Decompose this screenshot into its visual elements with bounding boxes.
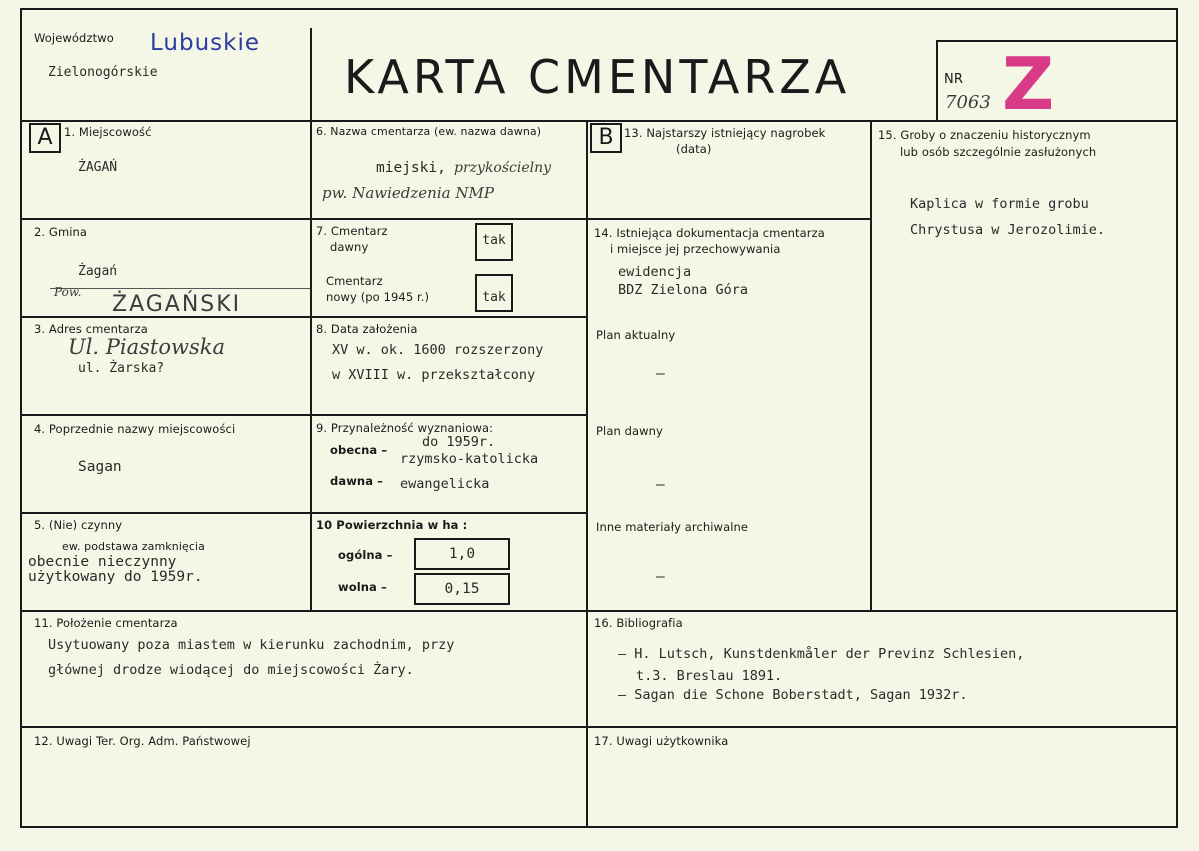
- field-7-label-cmentarz: Cmentarz: [326, 274, 383, 288]
- field-9-dawna-label: dawna –: [330, 474, 384, 488]
- voivodeship-label: Województwo: [34, 31, 114, 45]
- field-7-value-1: tak: [482, 233, 506, 248]
- field-6-value-2: pw. Nawiedzenia NMP: [322, 184, 494, 202]
- field-1-label: 1. Miejscowość: [64, 125, 152, 139]
- field-12-label: 12. Uwagi Ter. Org. Adm. Państwowej: [34, 734, 251, 748]
- field-2-value: Żagań: [78, 264, 118, 279]
- rule: [20, 414, 588, 416]
- field-2-label: 2. Gmina: [34, 225, 88, 239]
- field-13-label-2: (data): [676, 142, 712, 156]
- field-5-value-1: obecnie nieczynny: [28, 554, 177, 570]
- field-10-label: 10 Powierzchnia w ha :: [316, 518, 468, 532]
- rule: [20, 316, 588, 318]
- field-9-obecna-value-2: rzymsko-katolicka: [400, 451, 539, 467]
- section-b-marker: B: [590, 123, 622, 153]
- rule: [20, 512, 588, 514]
- field-3-value-handwritten: Ul. Piastowska: [68, 335, 225, 359]
- rule: [936, 40, 1178, 42]
- field-11-label: 11. Położenie cmentarza: [34, 616, 178, 630]
- field-15-value-1: Kaplica w formie grobu: [910, 196, 1089, 212]
- field-16-label: 16. Bibliografia: [594, 616, 683, 630]
- field-7-label-dawny: dawny: [330, 240, 369, 254]
- plan-old-label: Plan dawny: [596, 424, 663, 438]
- rule: [20, 610, 1178, 612]
- field-9-obecna-value-1: do 1959r.: [422, 434, 496, 450]
- plan-old-value: –: [656, 477, 665, 493]
- field-11-value-2: głównej drodze wiodącej do miejscowości Żary.: [48, 662, 414, 678]
- field-14-label: 14. Istniejąca dokumentacja cmentarza: [594, 226, 825, 240]
- field-8-value-2: w XVIII w. przekształcony: [332, 367, 536, 383]
- field-15-label: 15. Groby o znaczeniu historycznym: [878, 128, 1091, 142]
- voivodeship-old-value: Zielonogórskie: [48, 65, 158, 80]
- field-3-label: 3. Adres cmentarza: [34, 322, 148, 336]
- field-2-pow-value: ŻAGAŃSKI: [112, 292, 242, 317]
- rule: [20, 8, 1178, 10]
- rule: [870, 120, 872, 610]
- field-6-value-1b: przykościelny: [454, 160, 552, 176]
- nr-value: 7063: [945, 92, 991, 113]
- rule: [586, 218, 872, 220]
- field-3-value-typed: ul. Żarska?: [78, 361, 165, 376]
- field-5-value-2: użytkowany do 1959r.: [28, 569, 203, 585]
- field-8-label: 8. Data założenia: [316, 322, 418, 336]
- field-7-label-nowy: nowy (po 1945 r.): [326, 290, 430, 304]
- section-a-marker: A: [29, 123, 61, 153]
- field-7-label: 7. Cmentarz: [316, 224, 388, 238]
- field-16-value-1: – H. Lutsch, Kunstdenkmåler der Previnz Schlesien,: [618, 646, 1025, 662]
- field-7-value-1-box: [475, 223, 513, 261]
- plan-current-value: –: [656, 366, 665, 382]
- field-1-value: ŻAGAŃ: [78, 160, 118, 175]
- field-7-value-2: tak: [482, 290, 506, 305]
- field-15-value-2: Chrystusa w Jerozolimie.: [910, 222, 1106, 238]
- page-title: KARTA CMENTARZA: [344, 50, 851, 104]
- field-2-pow-label: Pow.: [54, 285, 82, 299]
- field-7-value-2-box: [475, 274, 513, 312]
- field-10-wolna-label: wolna –: [338, 580, 387, 594]
- field-14-value-1: ewidencja: [618, 264, 692, 280]
- rule: [310, 120, 312, 610]
- field-5-label: 5. (Nie) czynny: [34, 518, 123, 532]
- field-4-value: Sagan: [78, 459, 122, 475]
- voivodeship-value: Lubuskie: [150, 30, 261, 56]
- field-13-label: 13. Najstarszy istniejący nagrobek: [624, 126, 826, 140]
- field-9-obecna-label: obecna –: [330, 443, 388, 457]
- field-6-value-1: miejski,: [376, 160, 446, 176]
- field-4-label: 4. Poprzednie nazwy miejscowości: [34, 422, 236, 436]
- field-14-value-2: BDZ Zielona Góra: [618, 282, 749, 298]
- field-16-value-3: – Sagan die Schone Boberstadt, Sagan 1932r.: [618, 687, 968, 703]
- field-6-label: 6. Nazwa cmentarza (ew. nazwa dawna): [316, 125, 542, 138]
- field-10-ogolna-value: 1,0: [414, 538, 510, 570]
- rule: [936, 40, 938, 120]
- rule: [20, 218, 588, 220]
- rule: [310, 28, 312, 120]
- field-9-dawna-value: ewangelicka: [400, 476, 490, 492]
- rule: [1176, 8, 1178, 828]
- rule: [20, 726, 1178, 728]
- field-8-value-1: XV w. ok. 1600 rozszerzony: [332, 342, 544, 358]
- field-10-ogolna-label: ogólna –: [338, 548, 393, 562]
- field-11-value-1: Usytuowany poza miastem w kierunku zachodnim, przy: [48, 637, 455, 653]
- field-15-label-2: lub osób szczególnie zasłużonych: [900, 145, 1097, 159]
- field-14-label-2: i miejsce jej przechowywania: [610, 242, 781, 256]
- field-9-label: 9. Przynależność wyznaniowa:: [316, 421, 494, 435]
- rule: [50, 288, 310, 289]
- field-17-label: 17. Uwagi użytkownika: [594, 734, 729, 748]
- other-materials-value: –: [656, 569, 665, 585]
- rule: [586, 120, 588, 826]
- nr-letter: Z: [1002, 42, 1055, 126]
- rule: [20, 826, 1178, 828]
- other-materials-label: Inne materiały archiwalne: [596, 520, 749, 534]
- nr-label: NR: [944, 72, 963, 87]
- field-10-wolna-value: 0,15: [414, 573, 510, 605]
- plan-current-label: Plan aktualny: [596, 328, 676, 342]
- rule: [20, 8, 22, 828]
- field-5-sublabel: ew. podstawa zamknięcia: [62, 540, 206, 553]
- field-16-value-2: t.3. Breslau 1891.: [636, 668, 783, 684]
